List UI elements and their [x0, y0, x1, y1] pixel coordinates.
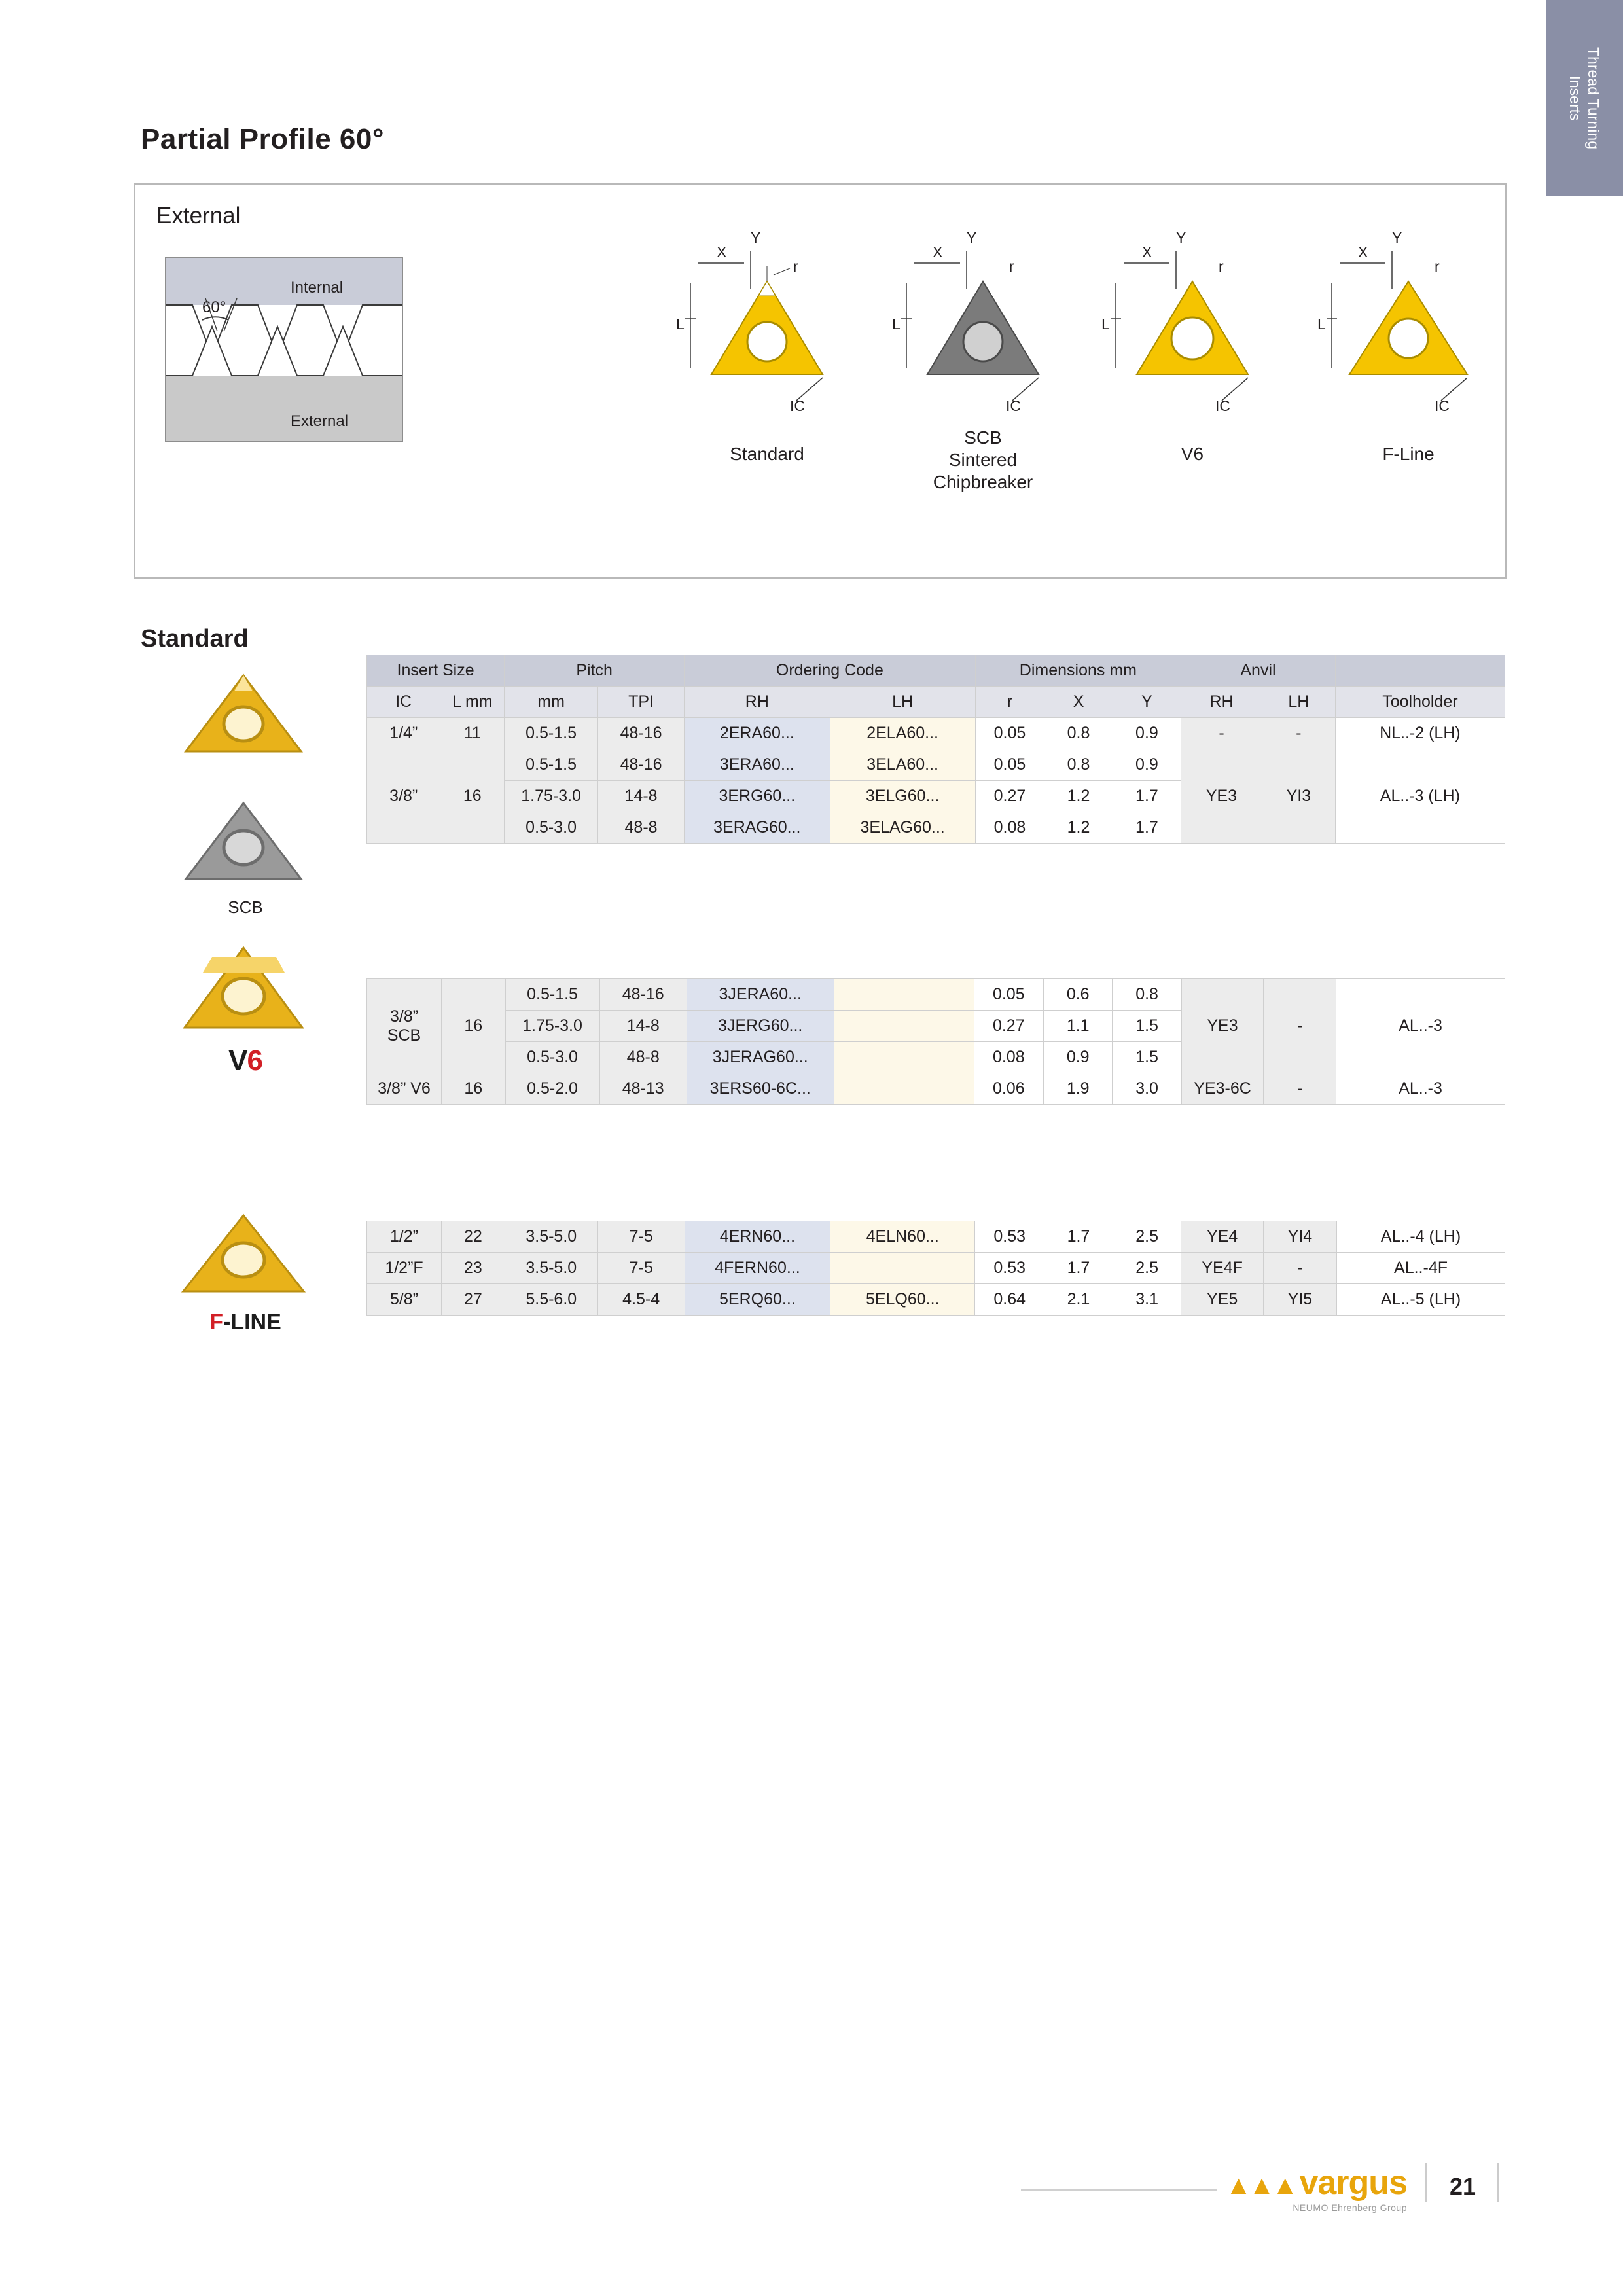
cell-ic: 1/2” — [367, 1221, 442, 1253]
cell-mm: 0.5-1.5 — [505, 718, 598, 749]
col-header-ic: IC — [367, 687, 440, 718]
cell-x: 1.7 — [1044, 1221, 1113, 1253]
col-header-anvil-rh: RH — [1181, 687, 1262, 718]
cell-l: 22 — [442, 1221, 505, 1253]
cell-toolholder: AL..-4F — [1337, 1253, 1505, 1284]
cell-lh-code — [834, 1011, 974, 1042]
cell-anvil-rh: YE3-6C — [1181, 1073, 1263, 1105]
side-tab-text — [1566, 47, 1603, 149]
cell-r: 0.27 — [975, 781, 1044, 812]
cell-lh-code — [830, 1253, 975, 1284]
brand-name: vargus — [1299, 2164, 1407, 2202]
cell-anvil-lh: - — [1262, 718, 1335, 749]
cell-x: 0.9 — [1044, 1042, 1113, 1073]
footer-vertical-rule-right — [1497, 2163, 1499, 2202]
cell-rh-code: 3ERS60-6C... — [687, 1073, 834, 1105]
table-row — [367, 1221, 1505, 1253]
cell-lh-code: 3ELAG60... — [830, 812, 975, 844]
standard-insert-drawing — [659, 243, 875, 440]
cell-anvil-lh: YI3 — [1262, 749, 1335, 844]
cell-ic: 3/8” V6 — [367, 1073, 442, 1105]
profile-wave-shape — [166, 258, 402, 441]
external-label: External — [156, 203, 241, 228]
dim-y-label-standard: Y — [751, 229, 761, 246]
cell-tpi: 48-8 — [598, 812, 685, 844]
cell-rh-code: 3JERA60... — [687, 979, 834, 1011]
photo-body-v6 — [164, 942, 327, 1041]
insert-caption-fline: F-Line — [1382, 444, 1435, 464]
section-side-tab — [1546, 0, 1623, 196]
cell-mm: 3.5-5.0 — [505, 1253, 597, 1284]
cell-y: 0.9 — [1113, 749, 1181, 781]
dim-ic-label-scb: IC — [1006, 397, 1021, 414]
insert-caption-scb-3: Chipbreaker — [933, 472, 1033, 492]
cell-lh-code: 4ELN60... — [830, 1221, 975, 1253]
cell-lh-code — [834, 1042, 974, 1073]
cell-tpi: 14-8 — [599, 1011, 687, 1042]
cell-toolholder: AL..-3 (LH) — [1335, 749, 1505, 844]
footer-divider-line — [1021, 2189, 1217, 2191]
cell-y: 1.7 — [1113, 812, 1181, 844]
photo-body-standard — [164, 668, 327, 766]
col-header-r: r — [975, 687, 1044, 718]
dim-l-label-standard: L — [676, 315, 685, 332]
cell-anvil-lh: YI4 — [1263, 1221, 1336, 1253]
spec-table-block-2 — [366, 978, 1505, 1105]
cell-anvil-lh: - — [1263, 1253, 1336, 1284]
cell-lh-code — [834, 979, 974, 1011]
cell-toolholder: AL..-3 — [1336, 979, 1505, 1073]
v6-insert-drawing — [1084, 243, 1300, 440]
cell-rh-code: 3ERG60... — [685, 781, 830, 812]
cell-tpi: 7-5 — [597, 1221, 685, 1253]
cell-rh-code: 5ERQ60... — [685, 1284, 830, 1316]
cell-tpi: 7-5 — [597, 1253, 685, 1284]
cell-x: 0.8 — [1044, 718, 1113, 749]
brand-logo — [1226, 2163, 1407, 2213]
photo-caption-v6: V6 — [228, 1045, 262, 1077]
dim-r-label-v6: r — [1219, 258, 1224, 275]
cell-tpi: 48-16 — [598, 749, 685, 781]
cell-tpi: 48-16 — [599, 979, 687, 1011]
dim-ic-label-standard: IC — [790, 397, 805, 414]
cell-rh-code: 2ERA60... — [685, 718, 830, 749]
cell-mm: 1.75-3.0 — [505, 1011, 599, 1042]
cell-lh-code — [834, 1073, 974, 1105]
cell-r: 0.53 — [975, 1221, 1044, 1253]
cell-lh-code: 3ELG60... — [830, 781, 975, 812]
cell-anvil-lh: YI5 — [1263, 1284, 1336, 1316]
cell-rh-code: 4FERN60... — [685, 1253, 830, 1284]
dim-l-label-fline: L — [1317, 315, 1326, 332]
table-row — [367, 749, 1505, 781]
cell-y: 1.5 — [1113, 1011, 1181, 1042]
col-header-y: Y — [1113, 687, 1181, 718]
product-photo-standard — [154, 668, 337, 766]
cell-lh-code: 3ELA60... — [830, 749, 975, 781]
dim-y-label-v6: Y — [1176, 229, 1186, 246]
cell-l: 16 — [442, 979, 505, 1073]
fline-f-glyph: F — [209, 1310, 223, 1335]
table-row — [367, 718, 1505, 749]
fline-insert-photo — [164, 1208, 327, 1306]
cell-x: 1.2 — [1044, 781, 1113, 812]
cell-mm: 0.5-1.5 — [505, 979, 599, 1011]
standard-insert-photo — [164, 668, 327, 766]
cell-x: 1.9 — [1044, 1073, 1113, 1105]
product-photo-fline — [154, 1208, 337, 1335]
cell-anvil-rh: YE5 — [1181, 1284, 1263, 1316]
photo-body-fline — [164, 1208, 327, 1306]
table-row — [367, 1284, 1505, 1316]
table-row — [367, 1253, 1505, 1284]
cell-ic: 3/8” — [367, 749, 440, 844]
cell-l: 23 — [442, 1253, 505, 1284]
side-tab-line2: Inserts — [1567, 75, 1584, 121]
cell-lh-code: 5ELQ60... — [830, 1284, 975, 1316]
v6-six-glyph: 6 — [247, 1045, 262, 1077]
photo-body-scb — [164, 795, 327, 893]
page-title: Partial Profile 60° — [141, 123, 384, 155]
cell-anvil-rh: YE3 — [1181, 749, 1262, 844]
dim-x-label-v6: X — [1142, 243, 1152, 260]
dim-x-label-fline: X — [1358, 243, 1368, 260]
cell-y: 1.7 — [1113, 781, 1181, 812]
cell-r: 0.53 — [975, 1253, 1044, 1284]
cell-ic — [367, 979, 442, 1073]
insert-figure-fline — [1300, 229, 1516, 531]
insert-caption-scb-1: SCB — [964, 427, 1002, 448]
group-header-pitch: Pitch — [505, 655, 685, 687]
cell-y: 2.5 — [1113, 1221, 1181, 1253]
profile-angle-label: 60° — [202, 298, 226, 316]
table-row — [367, 1073, 1505, 1105]
fline-insert-drawing — [1300, 243, 1516, 440]
cell-rh-code: 3JERG60... — [687, 1011, 834, 1042]
dim-r-label-scb: r — [1009, 258, 1014, 275]
cell-rh-code: 3ERA60... — [685, 749, 830, 781]
cell-y: 3.0 — [1113, 1073, 1181, 1105]
table-group-header-row — [367, 655, 1505, 687]
cell-tpi: 48-13 — [599, 1073, 687, 1105]
cell-r: 0.64 — [975, 1284, 1044, 1316]
product-photo-v6 — [154, 942, 337, 1077]
cell-ic: 1/2”F — [367, 1253, 442, 1284]
dim-x-label-standard: X — [717, 243, 727, 260]
table-row — [367, 979, 1505, 1011]
cell-y: 1.5 — [1113, 1042, 1181, 1073]
external-figure-panel — [134, 183, 1507, 579]
cell-rh-code: 4ERN60... — [685, 1221, 830, 1253]
cell-tpi: 14-8 — [598, 781, 685, 812]
cell-tpi: 48-8 — [599, 1042, 687, 1073]
cell-y: 3.1 — [1113, 1284, 1181, 1316]
brand-logo-row — [1226, 2163, 1407, 2202]
brand-subtitle: NEUMO Ehrenberg Group — [1293, 2202, 1407, 2213]
cell-l: 16 — [440, 749, 505, 844]
thread-profile-diagram — [165, 257, 403, 442]
cell-rh-code: 3ERAG60... — [685, 812, 830, 844]
vargus-mark-icon: ▲▲▲ — [1225, 2171, 1296, 2200]
v6-insert-photo — [164, 942, 327, 1041]
cell-ic-line2: SCB — [387, 1026, 421, 1045]
section-title-standard: Standard — [141, 625, 249, 653]
cell-x: 1.1 — [1044, 1011, 1113, 1042]
cell-anvil-rh: YE3 — [1181, 979, 1263, 1073]
cell-y: 0.8 — [1113, 979, 1181, 1011]
dim-r-label-fline: r — [1435, 258, 1440, 275]
dim-l-label-scb: L — [892, 315, 901, 332]
cell-l: 16 — [442, 1073, 505, 1105]
group-header-anvil: Anvil — [1181, 655, 1336, 687]
insert-figure-standard — [659, 229, 875, 531]
profile-external-label: External — [291, 412, 349, 430]
cell-mm: 1.75-3.0 — [505, 781, 598, 812]
col-header-x: X — [1044, 687, 1113, 718]
cell-x: 1.2 — [1044, 812, 1113, 844]
scb-insert-photo — [164, 795, 327, 893]
cell-l: 11 — [440, 718, 505, 749]
cell-ic: 1/4” — [367, 718, 440, 749]
dim-ic-label-fline: IC — [1435, 397, 1450, 414]
cell-x: 0.6 — [1044, 979, 1113, 1011]
cell-toolholder: AL..-5 (LH) — [1337, 1284, 1505, 1316]
cell-r: 0.27 — [974, 1011, 1043, 1042]
cell-y: 0.9 — [1113, 718, 1181, 749]
spec-table-block-3 — [366, 1221, 1505, 1316]
group-header-dimensions: Dimensions mm — [975, 655, 1181, 687]
product-photo-scb — [154, 795, 337, 918]
cell-x: 0.8 — [1044, 749, 1113, 781]
col-header-mm: mm — [505, 687, 598, 718]
cell-x: 2.1 — [1044, 1284, 1113, 1316]
group-header-insert-size: Insert Size — [367, 655, 505, 687]
col-header-tpi: TPI — [598, 687, 685, 718]
cell-mm: 0.5-3.0 — [505, 812, 598, 844]
cell-lh-code: 2ELA60... — [830, 718, 975, 749]
cell-anvil-lh: - — [1264, 1073, 1336, 1105]
cell-tpi: 48-16 — [598, 718, 685, 749]
cell-mm: 0.5-2.0 — [505, 1073, 599, 1105]
cell-anvil-rh: YE4 — [1181, 1221, 1263, 1253]
group-header-blank — [1335, 655, 1505, 687]
cell-toolholder: NL..-2 (LH) — [1335, 718, 1505, 749]
cell-mm: 3.5-5.0 — [505, 1221, 597, 1253]
dim-ic-label-v6: IC — [1215, 397, 1230, 414]
dim-x-label-scb: X — [933, 243, 943, 260]
dim-y-label-scb: Y — [967, 229, 977, 246]
cell-mm: 0.5-3.0 — [505, 1042, 599, 1073]
col-header-lh: LH — [830, 687, 975, 718]
cell-toolholder: AL..-4 (LH) — [1337, 1221, 1505, 1253]
insert-caption-scb-2: Sintered — [948, 450, 1018, 470]
table-column-header-row — [367, 687, 1505, 718]
dim-l-label-v6: L — [1101, 315, 1110, 332]
insert-caption-v6: V6 — [1181, 444, 1204, 464]
cell-mm: 0.5-1.5 — [505, 749, 598, 781]
cell-l: 27 — [442, 1284, 505, 1316]
side-tab-line1: Thread Turning — [1585, 47, 1603, 149]
cell-r: 0.05 — [975, 718, 1044, 749]
col-header-toolholder: Toolholder — [1335, 687, 1505, 718]
cell-rh-code: 3JERAG60... — [687, 1042, 834, 1073]
cell-r: 0.08 — [975, 812, 1044, 844]
col-header-l: L mm — [440, 687, 505, 718]
insert-caption-standard: Standard — [730, 444, 804, 464]
cell-ic-line1: 3/8” — [389, 1007, 419, 1026]
footer-vertical-rule-left — [1425, 2163, 1427, 2202]
cell-r: 0.05 — [974, 979, 1043, 1011]
insert-figure-v6 — [1084, 229, 1300, 531]
cell-ic: 5/8” — [367, 1284, 442, 1316]
cell-mm: 5.5-6.0 — [505, 1284, 597, 1316]
cell-tpi: 4.5-4 — [597, 1284, 685, 1316]
spec-table-block-1 — [366, 655, 1505, 844]
cell-x: 1.7 — [1044, 1253, 1113, 1284]
cell-r: 0.08 — [974, 1042, 1043, 1073]
photo-caption-fline: F-LINE — [209, 1310, 281, 1335]
cell-anvil-rh: YE4F — [1181, 1253, 1263, 1284]
profile-internal-label: Internal — [291, 279, 344, 296]
cell-r: 0.06 — [974, 1073, 1043, 1105]
col-header-anvil-lh: LH — [1262, 687, 1335, 718]
cell-y: 2.5 — [1113, 1253, 1181, 1284]
cell-r: 0.05 — [975, 749, 1044, 781]
photo-caption-scb: SCB — [228, 897, 263, 917]
cell-toolholder: AL..-3 — [1336, 1073, 1505, 1105]
col-header-rh: RH — [685, 687, 830, 718]
dim-r-label-standard: r — [793, 258, 798, 275]
insert-figure-scb — [875, 229, 1091, 531]
dim-y-label-fline: Y — [1392, 229, 1402, 246]
scb-insert-drawing — [875, 243, 1091, 440]
page-number: 21 — [1449, 2173, 1476, 2200]
group-header-ordering-code: Ordering Code — [685, 655, 976, 687]
cell-anvil-lh: - — [1264, 979, 1336, 1073]
cell-anvil-rh: - — [1181, 718, 1262, 749]
